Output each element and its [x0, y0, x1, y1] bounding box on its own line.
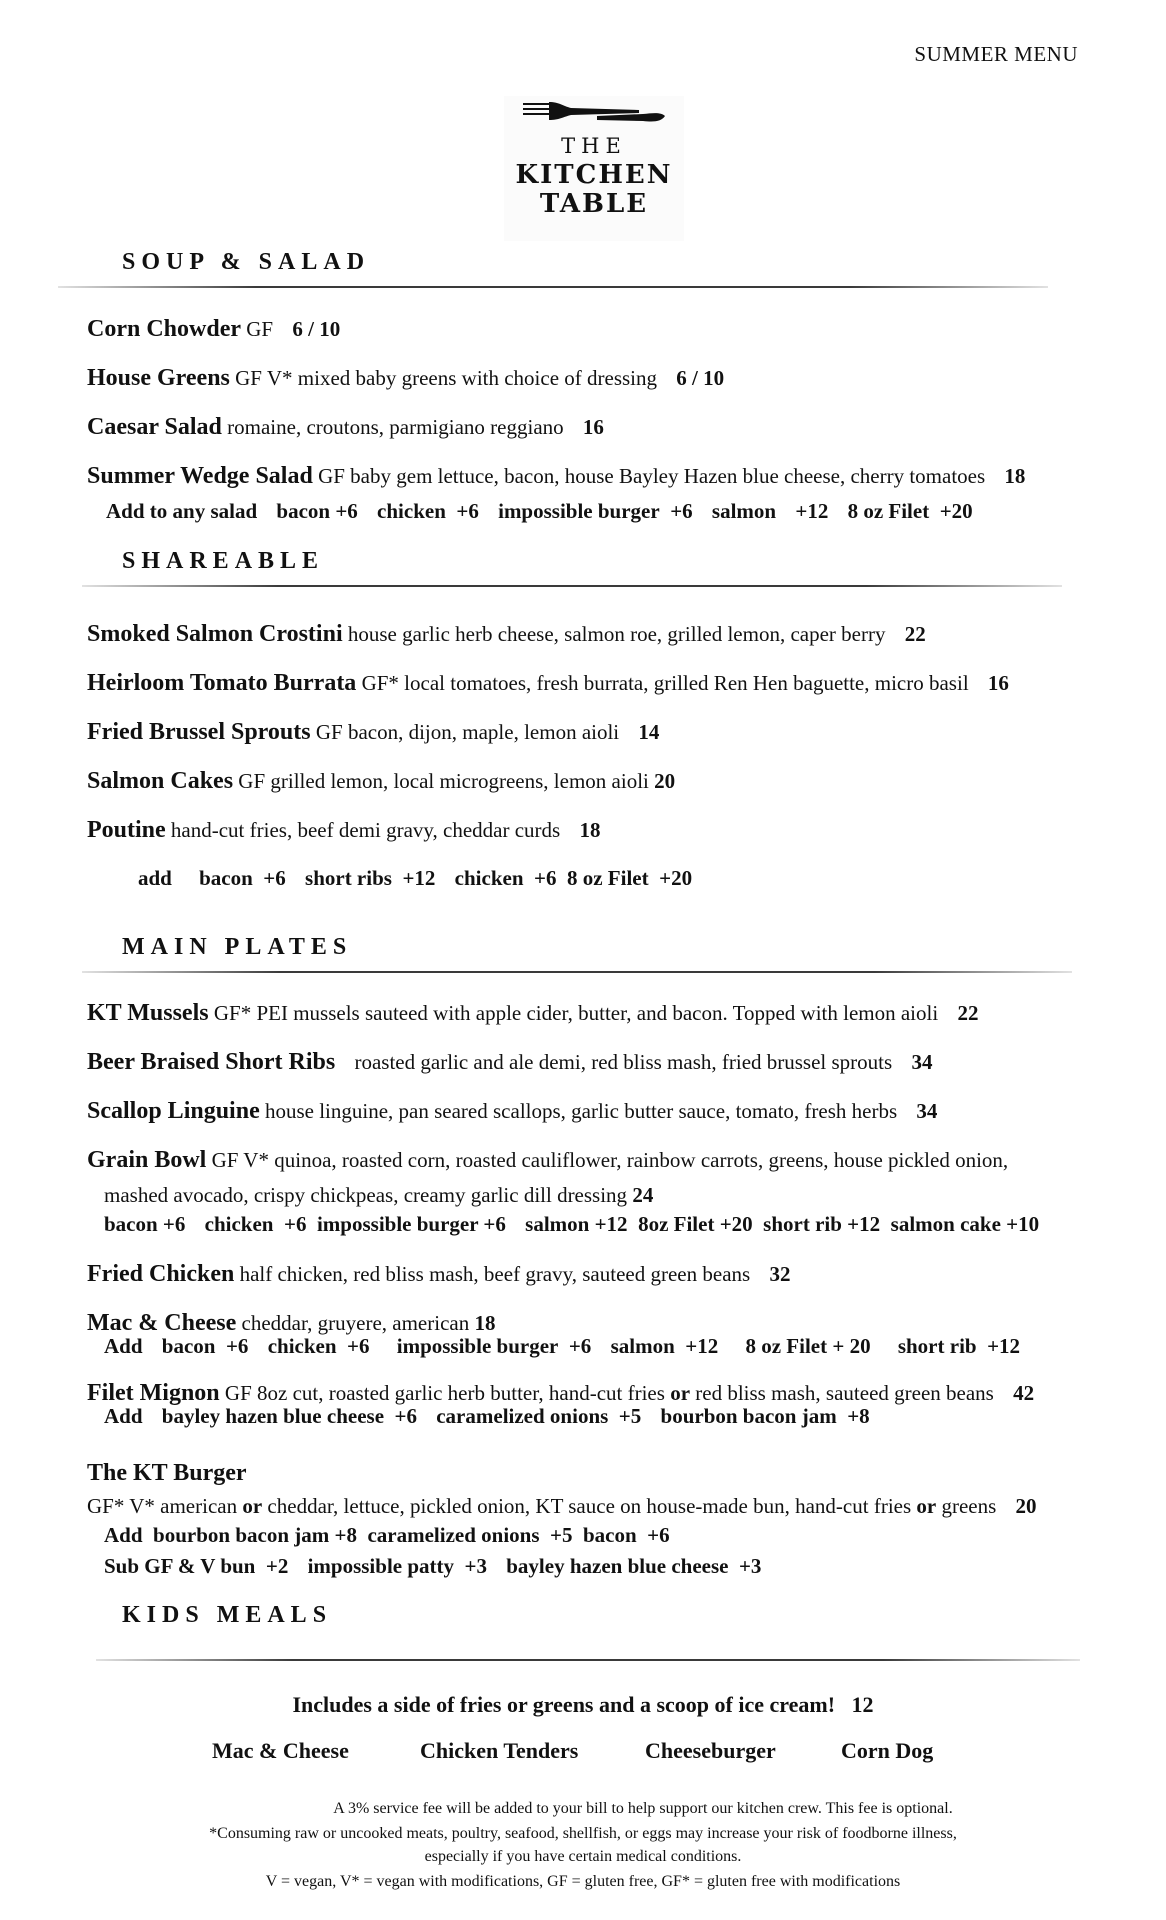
menu-item-fried-chicken — [87, 1261, 790, 1288]
item-tags: GF — [238, 769, 266, 793]
item-desc: baby gem lettuce, bacon, house Bayley Hazen blue cheese, cherry tomatoes — [350, 464, 986, 488]
restaurant-logo — [504, 96, 684, 241]
addon: salmon cake +10 — [890, 1212, 1040, 1236]
item-desc: hand-cut fries, beef demi gravy, cheddar curds — [170, 818, 561, 842]
item-price: 18 — [474, 1311, 496, 1335]
item-tags: GF* — [213, 1001, 252, 1025]
addons-label: add — [138, 866, 172, 890]
item-tags: GF — [318, 464, 345, 488]
item-name: Filet Mignon — [87, 1380, 220, 1406]
item-name: Smoked Salmon Crostini — [87, 621, 343, 647]
item-desc: grilled lemon, local microgreens, lemon aioli — [270, 769, 649, 793]
menu-item-summer-wedge — [87, 463, 1025, 490]
addon-price: +6 — [347, 1334, 370, 1358]
menu-item-grain-bowl — [87, 1147, 1008, 1174]
addon: 8 oz Filet — [566, 866, 649, 890]
mac-cheese-addons — [104, 1334, 1020, 1359]
service-fee-note: A 3% service fee will be added to your bill to help support our kitchen crew. This fee is optional. — [333, 1800, 953, 1817]
addon-price: +8 — [847, 1404, 870, 1428]
addon: chicken — [204, 1212, 274, 1236]
item-desc: PEI mussels sauteed with apple cider, butter, and bacon. Topped with lemon aioli — [256, 1001, 939, 1025]
addon-price: +5 — [618, 1404, 642, 1428]
item-name: The KT Burger — [87, 1460, 247, 1486]
menu-item-kt-burger — [87, 1460, 247, 1487]
item-desc: mixed baby greens with choice of dressing — [297, 366, 658, 390]
item-desc: american — [160, 1494, 238, 1518]
item-name: Heirloom Tomato Burrata — [87, 670, 357, 696]
kids-item: Cheeseburger — [645, 1738, 776, 1763]
item-price: 6 / 10 — [676, 366, 725, 390]
addon: bayley hazen blue cheese — [161, 1404, 385, 1428]
kids-item: Corn Dog — [841, 1738, 934, 1763]
addon-price: +20 — [659, 866, 693, 890]
logo-the: THE — [561, 134, 627, 158]
menu-item-poutine — [87, 817, 600, 844]
item-name: Scallop Linguine — [87, 1098, 260, 1124]
logo-table: TABLE — [539, 189, 649, 219]
item-name: Salmon Cakes — [87, 768, 234, 794]
addon-price: +6 — [568, 1334, 592, 1358]
item-desc: house linguine, pan seared scallops, garlic butter sauce, tomato, fresh herbs — [264, 1099, 898, 1123]
item-name: Fried Chicken — [87, 1261, 235, 1287]
addon-price: +6 — [534, 866, 557, 890]
item-price: 34 — [916, 1099, 938, 1123]
item-tags: GF V* — [235, 366, 293, 390]
addon: bacon — [582, 1523, 637, 1547]
addon: 8 oz Filet — [847, 499, 930, 523]
item-price: 22 — [904, 622, 926, 646]
addon: impossible patty — [307, 1554, 455, 1578]
kt-burger-desc — [87, 1494, 1037, 1519]
item-desc: cheddar, lettuce, pickled onion, KT sauce on house-made bun, hand-cut fries — [267, 1494, 912, 1518]
item-desc: red bliss mash, sauteed green beans — [695, 1381, 994, 1405]
item-desc-or: or — [916, 1494, 937, 1518]
item-name: House Greens — [87, 365, 230, 391]
burger-addons — [104, 1523, 670, 1548]
logo-kitchen: KITCHEN — [515, 160, 673, 190]
addon: caramelized onions — [436, 1404, 609, 1428]
item-price: 20 — [654, 769, 676, 793]
addon-price: +12 — [402, 866, 436, 890]
addon-price: +6 — [225, 1334, 249, 1358]
addon-price: +6 — [263, 866, 286, 890]
item-name: Fried Brussel Sprouts — [87, 719, 311, 745]
item-tags: GF V* — [211, 1148, 269, 1172]
fork-knife-icon — [519, 100, 669, 132]
grain-bowl-addons — [104, 1212, 1039, 1237]
menu-item-filet-mignon — [87, 1380, 1034, 1407]
addon: impossible burger — [396, 1334, 559, 1358]
addons-label: Add — [104, 1523, 143, 1547]
item-tags: GF* — [361, 671, 399, 695]
filet-addons — [104, 1404, 870, 1429]
addon: chicken — [267, 1334, 337, 1358]
menu-item-house-greens — [87, 365, 724, 392]
addon: chicken — [377, 499, 446, 523]
item-desc: local tomatoes, fresh burrata, grilled Ren Hen baguette, micro basil — [404, 671, 969, 695]
item-desc: 8oz cut, roasted garlic herb butter, hand-cut fries — [257, 1381, 665, 1405]
divider — [96, 1659, 1080, 1661]
kids-intro — [0, 1692, 1166, 1718]
item-price: 20 — [1015, 1494, 1037, 1518]
addon-price: +6 — [394, 1404, 417, 1428]
item-price: 42 — [1013, 1381, 1035, 1405]
addon-price: +6 — [647, 1523, 670, 1547]
addon: bourbon bacon jam +8 — [153, 1523, 357, 1547]
menu-item-corn-chowder — [87, 316, 340, 343]
item-price: 24 — [632, 1183, 654, 1207]
addon: bacon — [161, 1334, 216, 1358]
menu-item-kt-mussels — [87, 1000, 978, 1027]
addon-price: +6 — [670, 499, 693, 523]
section-kids-meals: KIDS MEALS — [122, 1602, 333, 1628]
salad-addons — [106, 499, 973, 524]
divider — [82, 585, 1062, 587]
addon: salmon +12 — [525, 1212, 628, 1236]
kids-intro-text: Includes a side of fries or greens and a scoop of ice cream! — [292, 1692, 836, 1717]
section-soup-salad: SOUP & SALAD — [122, 249, 371, 275]
addon: 8oz Filet +20 — [638, 1212, 753, 1236]
item-price: 34 — [911, 1050, 933, 1074]
addon: bayley hazen blue cheese — [506, 1554, 729, 1578]
addon-price: +6 — [456, 499, 479, 523]
item-desc: cheddar, gruyere, american — [241, 1311, 470, 1335]
addons-label: Add — [104, 1404, 143, 1428]
addon: impossible burger +6 — [316, 1212, 506, 1236]
menu-item-salmon-crostini — [87, 621, 926, 648]
addon: bacon +6 — [104, 1212, 186, 1236]
item-desc-or: or — [670, 1381, 691, 1405]
dietary-legend: V = vegan, V* = vegan with modifications, GF = gluten free, GF* = gluten free with modifications — [265, 1873, 901, 1890]
item-price: 14 — [638, 720, 660, 744]
burger-substitutions — [104, 1554, 761, 1579]
item-price: 16 — [987, 671, 1009, 695]
item-price: 32 — [769, 1262, 791, 1286]
kids-item: Mac & Cheese — [212, 1738, 349, 1763]
addon-price: +12 — [685, 1334, 719, 1358]
menu-item-scallop-linguine — [87, 1098, 937, 1125]
item-name: Summer Wedge Salad — [87, 463, 313, 489]
addon: bacon +6 — [276, 499, 358, 523]
addon: short ribs — [305, 866, 392, 890]
item-desc: half chicken, red bliss mash, beef gravy, sauteed green beans — [239, 1262, 751, 1286]
item-desc: greens — [941, 1494, 997, 1518]
addon: 8 oz Filet + 20 — [745, 1334, 871, 1358]
menu-item-caesar-salad — [87, 414, 604, 441]
item-price: 18 — [579, 818, 601, 842]
item-price: 22 — [957, 1001, 979, 1025]
item-tags: GF — [224, 1381, 252, 1405]
menu-item-salmon-cakes — [87, 768, 675, 795]
menu-item-mac-cheese — [87, 1310, 495, 1337]
item-name: Caesar Salad — [87, 414, 222, 440]
menu-item-brussel-sprouts — [87, 719, 659, 746]
item-price: 6 / 10 — [292, 317, 341, 341]
item-name: Poutine — [87, 817, 166, 843]
season-label: SUMMER MENU — [914, 42, 1078, 66]
addon-price: +3 — [464, 1554, 487, 1578]
item-desc: house garlic herb cheese, salmon roe, grilled lemon, caper berry — [347, 622, 886, 646]
item-price: 16 — [582, 415, 604, 439]
addon: chicken — [454, 866, 524, 890]
item-desc: mashed avocado, crispy chickpeas, creamy garlic dill dressing — [104, 1183, 628, 1207]
addon: salmon — [610, 1334, 675, 1358]
addon: caramelized onions — [367, 1523, 540, 1547]
grain-bowl-desc-2 — [104, 1183, 653, 1208]
kids-item: Chicken Tenders — [420, 1738, 579, 1763]
menu-item-short-ribs — [87, 1049, 932, 1076]
section-main-plates: MAIN PLATES — [122, 934, 353, 960]
poutine-addons — [138, 866, 692, 891]
item-desc: roasted garlic and ale demi, red bliss mash, fried brussel sprouts — [354, 1050, 893, 1074]
item-desc: quinoa, roasted corn, roasted cauliflower, rainbow carrots, greens, house pickled onion, — [274, 1148, 1009, 1172]
addon: bacon — [199, 866, 253, 890]
item-name: Corn Chowder — [87, 316, 241, 342]
item-desc-or: or — [242, 1494, 263, 1518]
addons-label: Add to any salad — [106, 499, 258, 523]
divider — [82, 971, 1072, 973]
kids-price: 12 — [851, 1692, 874, 1717]
addon: short rib +12 — [763, 1212, 881, 1236]
addon-price: +12 — [987, 1334, 1021, 1358]
consumption-warning-2: especially if you have certain medical conditions. — [424, 1848, 742, 1865]
addon-price: +6 — [284, 1212, 307, 1236]
menu-item-tomato-burrata — [87, 670, 1009, 697]
addon: bourbon bacon jam — [660, 1404, 837, 1428]
addon: Sub GF & V bun — [104, 1554, 256, 1578]
item-desc: romaine, croutons, parmigiano reggiano — [227, 415, 564, 439]
consumption-warning: *Consuming raw or uncooked meats, poultry, seafood, shellfish, or eggs may increase your risk of foodborne illness, — [209, 1825, 957, 1842]
addon: salmon — [711, 499, 777, 523]
item-name: Beer Braised Short Ribs — [87, 1049, 336, 1075]
addon-price: +2 — [265, 1554, 289, 1578]
addons-label: Add — [104, 1334, 143, 1358]
divider — [58, 286, 1048, 288]
item-desc: bacon, dijon, maple, lemon aioli — [347, 720, 620, 744]
item-tags: GF — [315, 720, 343, 744]
item-price: 18 — [1004, 464, 1026, 488]
item-tags: GF — [246, 317, 274, 341]
addon-price: +12 — [795, 499, 829, 523]
addon-price: +5 — [550, 1523, 573, 1547]
item-tags: GF* V* — [87, 1494, 155, 1518]
addon: short rib — [897, 1334, 977, 1358]
section-shareable: SHAREABLE — [122, 548, 325, 574]
addon-price: +3 — [738, 1554, 762, 1578]
addon: impossible burger — [498, 499, 660, 523]
item-name: Grain Bowl — [87, 1147, 207, 1173]
item-name: KT Mussels — [87, 1000, 209, 1026]
addon-price: +20 — [939, 499, 973, 523]
item-name: Mac & Cheese — [87, 1310, 237, 1336]
